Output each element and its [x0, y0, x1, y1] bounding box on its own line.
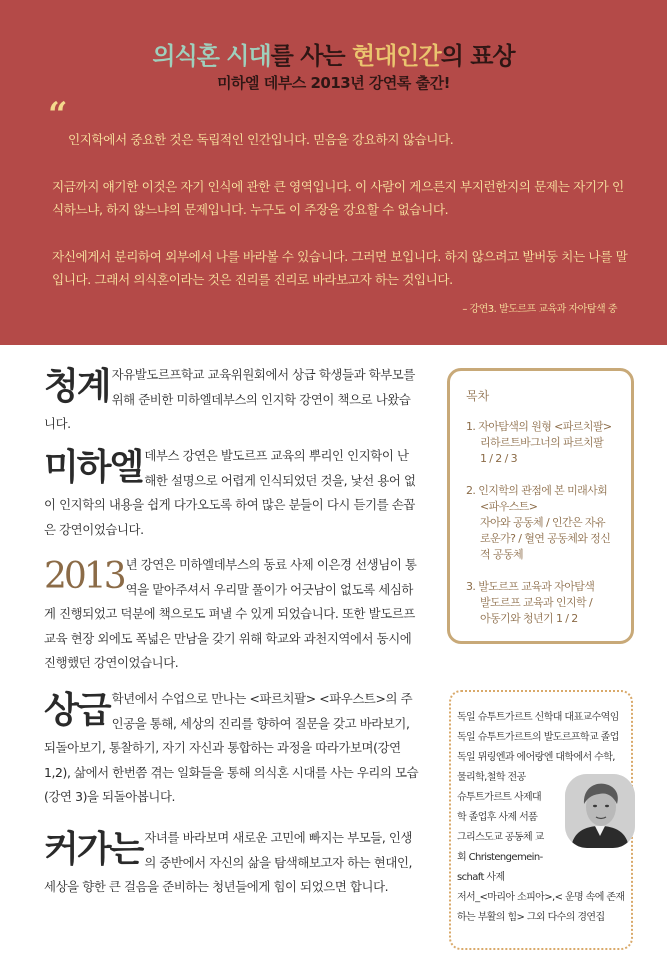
article-section	[44, 826, 419, 900]
bio-line: 하는 부활의 힘> 그외 다수의 경연집	[457, 912, 605, 923]
article-text: 데부스 강연은 발도르프 교육의 뿌리인 인지학이 난해한 설명으로 어렵게 인식되었던 것을, 낯선 용어 없이 인지학의 내용을 쉽게 다가오도록 하여 많은 분들이 다시 듣기를 손꼽은 강연이었습니다.	[44, 448, 416, 537]
toc-item-line: 아동기와 청년기 1 / 2	[480, 612, 578, 625]
page-subtitle: 미하엘 데부스 2013년 강연록 출간!	[217, 74, 450, 92]
toc-item-line: 자아와 공동체 / 인간은 자유	[480, 516, 605, 529]
bio-line: 물리학,철학 전공	[457, 772, 526, 783]
bio-line: schaft 사제	[457, 872, 505, 883]
article-text: 학년에서 수업으로 만나는 <파르치팔> <파우스트>의 주인공을 통해, 세상의 진리를 향하여 질문을 갖고 바라보기, 되돌아보기, 통찰하기, 자기 자신과 통합하는 과정을 따라가보며(강연 1,2), 삶에서 한번쯤 겪는 일화들을 통해 의식혼 시대를 사는 우리의 모습(강연 3)을 되돌아봅니다.	[44, 691, 419, 804]
dropcap: 청계	[44, 366, 110, 407]
toc-item-line: 발도르프 교육과 인지학 /	[480, 596, 593, 609]
author-portrait-icon	[565, 774, 635, 848]
quote-paragraph: 인지학에서 중요한 것은 독립적인 인간입니다. 믿음을 강요하지 않습니다.	[68, 132, 454, 147]
article-text: 년 강연은 미하엘데부스의 동료 사제 이은경 선생님이 통역을 맡아주셔서 우리말 풀이가 어긋남이 없도록 세심하게 진행되었고 덕분에 책으로도 펴낼 수 있게 되었습니다. 또한 발도르프 교육 현장 외에도 폭넓은 만남을 갖기 위해 학교와 과천지역에서 동시에 진행했던 강연이었습니다.	[44, 557, 417, 670]
dropcap: 상급	[44, 690, 110, 731]
quote-paragraph: 지금까지 얘기한 이것은 자기 인식에 관한 큰 영역입니다. 이 사람이 게으른지 부지런한지의 문제는 자기가 인식하느냐, 하지 않느냐의 문제입니다. 누구도 이 주장을 강요할 수 없습니다.	[52, 179, 624, 217]
article-text: 자유발도르프학교 교육위원회에서 상급 학생들과 학부모를 위해 준비한 미하엘데부스의 인지학 강연이 책으로 나왔습니다.	[44, 367, 415, 431]
dropcap: 2013	[44, 556, 124, 597]
dropcap: 커가는	[44, 829, 143, 870]
title-highlight-modern-human: 현대인간	[351, 42, 441, 70]
title-text-emblem: 의 표상	[440, 42, 515, 70]
article-section	[44, 687, 419, 810]
bio-line: 저서_<마리아 소피아>,< 운명 속에 존재	[457, 892, 625, 903]
toc-item-line: 로운가? / 혈연 공동체와 정신	[480, 532, 611, 545]
quote-source: – 강연3. 발도르프 교육과 자아탐색 중	[462, 304, 617, 315]
table-of-contents	[447, 368, 634, 644]
title-highlight-era: 의식혼 시대	[152, 42, 271, 70]
bio-line: 슈투트가르트 사제대	[457, 792, 542, 803]
article-section	[44, 553, 419, 676]
toc-item-line: 1 / 2 / 3	[480, 452, 517, 465]
toc-item-line: 적 공동체	[480, 548, 524, 561]
toc-list	[466, 419, 626, 643]
toc-item-line: 3. 발도르프 교육과 자아탐색	[466, 580, 595, 593]
toc-title: 목차	[466, 389, 490, 403]
bio-line: 학 졸업후 사제 서품	[457, 812, 538, 823]
title-text-living: 를 사는	[270, 42, 352, 70]
header-banner	[0, 0, 667, 345]
page-title	[0, 36, 667, 71]
bio-line: 독일 슈투트가르트의 발도르프학교 졸업	[457, 732, 619, 743]
article-section	[44, 444, 419, 542]
toc-item-line: 리하르트바그너의 파르치팔	[480, 436, 604, 449]
toc-item-line: 1. 자아탐색의 원형 <파르치팔>	[466, 420, 612, 433]
toc-item-line: 2. 인지학의 관점에 본 미래사회	[466, 484, 608, 497]
toc-item	[466, 483, 626, 563]
bio-line: 그리스도교 공동체 교	[457, 832, 544, 843]
bio-line: 독일 슈투트가르트 신학대 대표교수역임	[457, 712, 619, 723]
article-text: 자녀를 바라보며 새로운 고민에 빠지는 부모들, 인생의 중반에서 자신의 삶을 탐색해보고자 하는 현대인, 세상을 향한 큰 걸음을 준비하는 청년들에게 힘이 되었으면 합니다.	[44, 830, 413, 894]
toc-item	[466, 579, 626, 627]
author-bio-box	[449, 690, 633, 950]
bio-line: 독일 뮈링엔과 에어랑엔 대학에서 수학,	[457, 752, 615, 763]
dropcap: 미하엘	[44, 447, 143, 488]
quote-mark-icon: “	[48, 95, 68, 135]
quote-paragraph: 자신에게서 분리하여 외부에서 나를 바라볼 수 있습니다. 그러면 보입니다. 하지 않으려고 발버둥 치는 나를 말입니다. 그래서 의식혼이라는 것은 진리를 진리로 바라보고자 하는 것입니다.	[52, 249, 628, 287]
toc-item-line: <파우스트>	[480, 500, 538, 513]
article-section	[44, 363, 419, 437]
bio-line: 회 Christengemein-	[457, 852, 543, 863]
author-photo	[565, 774, 635, 848]
toc-item	[466, 419, 626, 467]
